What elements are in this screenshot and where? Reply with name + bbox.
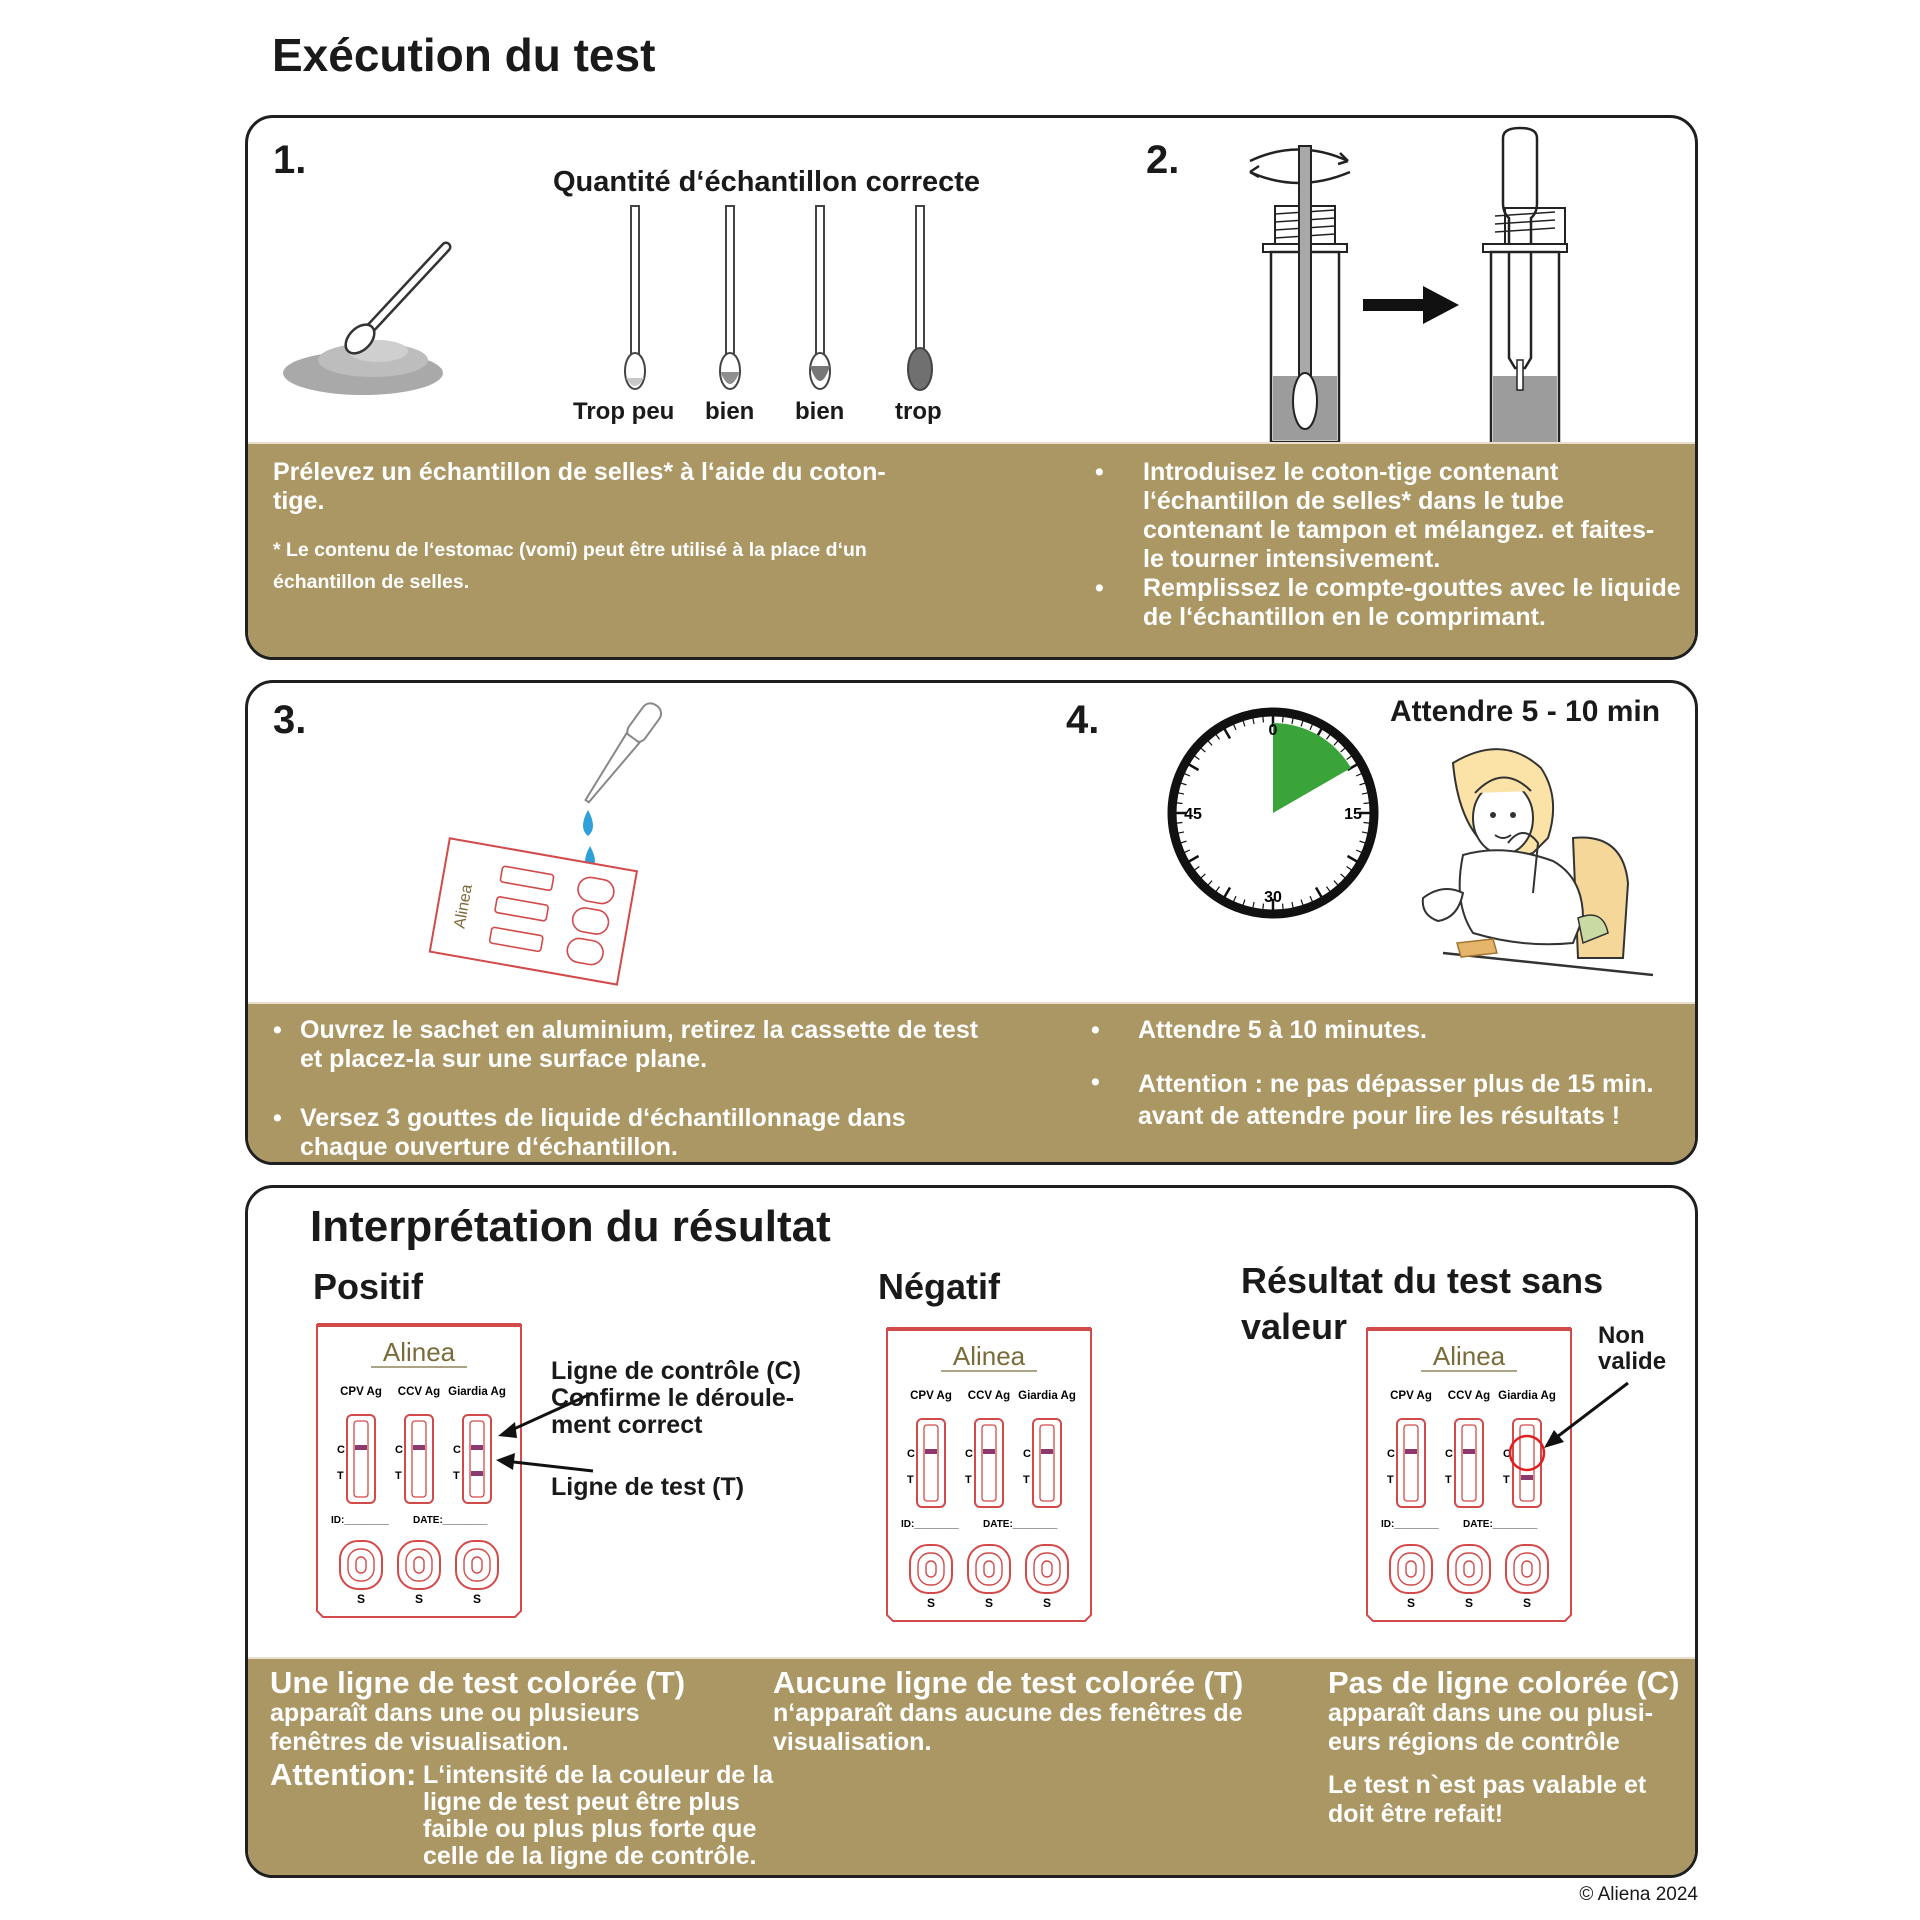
clock-mark-45: 45 xyxy=(1184,806,1202,823)
s-marker: S xyxy=(472,1592,482,1606)
swab-label-4: trop xyxy=(895,398,942,425)
sample-well-hole xyxy=(1522,1561,1532,1577)
step-1-number: 1. xyxy=(273,138,307,182)
clock-tick xyxy=(1283,904,1284,910)
negative-text-body: n‘apparaît dans aucune des fenêtres de visualisation. xyxy=(773,1699,1243,1756)
swab-too-little xyxy=(620,206,650,396)
sample-well-hole xyxy=(1042,1561,1052,1577)
c-marker: C xyxy=(1023,1448,1031,1460)
s-marker: S xyxy=(1406,1596,1416,1610)
swab-label-1: Trop peu xyxy=(573,398,675,425)
cassette-brand: Alinea xyxy=(382,1337,456,1367)
sample-well-hole xyxy=(926,1561,936,1577)
s-marker: S xyxy=(414,1592,424,1606)
c-marker: C xyxy=(1445,1448,1453,1460)
page-title: Exécution du test xyxy=(272,29,656,81)
positive-text-body: apparaît dans une ou plusieurs fenêtres de visualisation. xyxy=(270,1699,640,1756)
t-marker: T xyxy=(1023,1474,1030,1486)
clock-mark-30: 30 xyxy=(1264,889,1282,906)
result-strip xyxy=(412,1421,426,1497)
id-field: ID:________ xyxy=(1381,1519,1439,1530)
svg-text:Alinea: Alinea xyxy=(451,883,476,930)
channel-label: CPV Ag xyxy=(910,1390,952,1402)
clock-mark-0: 0 xyxy=(1268,722,1278,739)
result-strip xyxy=(1404,1425,1418,1501)
clock-tick xyxy=(1364,823,1370,824)
step-2-number: 2. xyxy=(1146,138,1180,182)
negative-text-head: Aucune ligne de test colorée (T) xyxy=(773,1665,1244,1700)
step-4-heading: Attendre 5 - 10 min xyxy=(1390,695,1661,728)
sample-well-hole xyxy=(414,1557,424,1573)
step-2-bullet-1: Introduisez le coton-tige contenant l‘échantillon de selles* dans le tube contenant le tampon et mélangez. et faites-le tourner intensivement. xyxy=(1143,458,1655,573)
callout-invalid: Non valide xyxy=(1598,1322,1667,1375)
control-line xyxy=(925,1449,937,1454)
step-4-bullet-2: Attention : ne pas dépasser plus de 15 min. avant de attendre pour lire les résultats ! xyxy=(1138,1070,1654,1130)
step-4-bullet-1: Attendre 5 à 10 minutes. xyxy=(1138,1016,1427,1044)
waiting-person-illustration xyxy=(1413,743,1663,968)
s-marker: S xyxy=(1042,1596,1052,1610)
control-line xyxy=(1405,1449,1417,1454)
id-field: ID:________ xyxy=(331,1515,389,1526)
channel-label: Giardia Ag xyxy=(448,1386,506,1398)
cassette-brand: Alinea xyxy=(952,1341,1026,1371)
invalid-label: Résultat du test sans valeur xyxy=(1241,1260,1604,1347)
result-strip xyxy=(982,1425,996,1501)
s-marker: S xyxy=(1464,1596,1474,1610)
test-line xyxy=(1521,1475,1533,1480)
bullet-icon: • xyxy=(1095,574,1104,602)
positive-attention-text: L‘intensité de la couleur de la ligne de test peut être plus faible ou plus plus forte que celle de la ligne de contrôle. xyxy=(423,1761,774,1870)
positive-text-head: Une ligne de test colorée (T) xyxy=(270,1665,686,1700)
channel-label: Giardia Ag xyxy=(1498,1390,1556,1402)
t-marker: T xyxy=(337,1470,344,1482)
timer-clock-icon xyxy=(1163,703,1383,923)
cassette-brand: Alinea xyxy=(1432,1341,1506,1371)
control-line xyxy=(413,1445,425,1450)
s-marker: S xyxy=(1522,1596,1532,1610)
bullet-icon: • xyxy=(273,1016,282,1044)
sample-well-hole xyxy=(356,1557,366,1573)
control-line xyxy=(355,1445,367,1450)
t-marker: T xyxy=(907,1474,914,1486)
positive-attention-label: Attention: xyxy=(270,1757,417,1792)
callout-test-line: Ligne de test (T) xyxy=(551,1473,745,1501)
panel-steps-1-2 xyxy=(245,115,1698,660)
step-1-note: * Le contenu de l‘estomac (vomi) peut être utilisé à la place d‘un échantillon de selles. xyxy=(273,539,867,593)
tube-with-dropper xyxy=(1473,128,1593,458)
sample-well-hole xyxy=(1406,1561,1416,1577)
negative-label: Négatif xyxy=(878,1266,1001,1307)
c-marker: C xyxy=(1387,1448,1395,1460)
interpretation-text-band xyxy=(248,1657,1695,1875)
interpretation-title: Interprétation du résultat xyxy=(310,1202,831,1251)
invalid-text-body: apparaît dans une ou plusi-eurs régions de contrôle xyxy=(1328,1699,1654,1756)
step-3-bullet-2: Versez 3 gouttes de liquide d‘échantillonnage dans chaque ouverture d‘échantillon. xyxy=(300,1104,906,1161)
c-marker: C xyxy=(1503,1448,1511,1460)
result-strip xyxy=(1040,1425,1054,1501)
right-arrow-icon xyxy=(1363,286,1463,326)
result-strip xyxy=(354,1421,368,1497)
channel-label: CCV Ag xyxy=(397,1386,441,1398)
clock-tick xyxy=(1364,803,1370,804)
callout-control-line: Ligne de contrôle (C) Confirme le déroule-ment correct xyxy=(551,1357,801,1439)
step-3-4-text-band xyxy=(248,1002,1695,1162)
bullet-icon: • xyxy=(1091,1016,1100,1044)
sample-well-hole xyxy=(1464,1561,1474,1577)
control-line xyxy=(1041,1449,1053,1454)
control-line xyxy=(1463,1449,1475,1454)
step-4-number: 4. xyxy=(1066,698,1100,742)
date-field: DATE:________ xyxy=(1463,1519,1538,1530)
step-1-instruction: Prélevez un échantillon de selles* à l‘aide du coton-tige. xyxy=(273,458,886,515)
id-field: ID:________ xyxy=(901,1519,959,1530)
bullet-icon: • xyxy=(273,1104,282,1132)
date-field: DATE:________ xyxy=(413,1515,488,1526)
result-strip xyxy=(924,1425,938,1501)
s-marker: S xyxy=(356,1592,366,1606)
sample-well-hole xyxy=(472,1557,482,1573)
step-1-heading: Quantité d‘échantillon correcte xyxy=(553,166,981,198)
tube-with-swab xyxy=(1238,146,1378,466)
channel-label: CCV Ag xyxy=(967,1390,1011,1402)
s-marker: S xyxy=(926,1596,936,1610)
channel-label: CPV Ag xyxy=(1390,1390,1432,1402)
t-marker: T xyxy=(1445,1474,1452,1486)
result-strip xyxy=(470,1421,484,1497)
control-line xyxy=(983,1449,995,1454)
clock-mark-15: 15 xyxy=(1344,806,1362,823)
swab-label-3: bien xyxy=(795,398,845,425)
bullet-icon: • xyxy=(1095,458,1104,486)
copyright: © Aliena 2024 xyxy=(1579,1884,1698,1905)
c-marker: C xyxy=(965,1448,973,1460)
channel-label: Giardia Ag xyxy=(1018,1390,1076,1402)
result-strip xyxy=(1462,1425,1476,1501)
sample-well-hole xyxy=(984,1561,994,1577)
channel-label: CCV Ag xyxy=(1447,1390,1491,1402)
swab-good-2 xyxy=(805,206,835,396)
step-2-bullet-2: Remplissez le compte-gouttes avec le liquide de l‘échantillon en le comprimant. xyxy=(1143,574,1681,631)
test-line xyxy=(471,1471,483,1476)
s-marker: S xyxy=(984,1596,994,1610)
control-line xyxy=(471,1445,483,1450)
channel-label: CPV Ag xyxy=(340,1386,382,1398)
panel-interpretation xyxy=(245,1185,1698,1878)
drop-icon xyxy=(578,810,598,840)
clock-tick xyxy=(1263,717,1264,723)
swab-good-1 xyxy=(715,206,745,396)
step-1-2-text-band xyxy=(248,442,1695,657)
clock-tick xyxy=(1177,823,1183,824)
swab-too-much xyxy=(903,206,937,396)
swab-label-2: bien xyxy=(705,398,755,425)
panel-steps-3-4 xyxy=(245,680,1698,1165)
t-marker: T xyxy=(1503,1474,1510,1486)
c-marker: C xyxy=(453,1444,461,1456)
callout-arrow-invalid xyxy=(1538,1378,1638,1458)
c-marker: C xyxy=(907,1448,915,1460)
positive-label: Positif xyxy=(313,1266,424,1307)
stool-swab-illustration xyxy=(278,223,498,403)
invalid-text-head: Pas de ligne colorée (C) xyxy=(1328,1665,1680,1700)
t-marker: T xyxy=(395,1470,402,1482)
step-3-bullet-1: Ouvrez le sachet en aluminium, retirez la cassette de test et placez-la sur une surface plane. xyxy=(300,1016,979,1073)
date-field: DATE:________ xyxy=(983,1519,1058,1530)
t-marker: T xyxy=(453,1470,460,1482)
bullet-icon: • xyxy=(1091,1068,1100,1096)
cassette-negative xyxy=(883,1325,1095,1630)
clock-tick xyxy=(1177,803,1183,804)
step-3-number: 3. xyxy=(273,698,307,742)
tilted-test-cassette xyxy=(423,838,633,988)
cassette-invalid xyxy=(1363,1325,1575,1630)
c-marker: C xyxy=(337,1444,345,1456)
t-marker: T xyxy=(965,1474,972,1486)
c-marker: C xyxy=(395,1444,403,1456)
t-marker: T xyxy=(1387,1474,1394,1486)
invalid-text-body-2: Le test n`est pas valable et doit être refait! xyxy=(1328,1771,1647,1828)
clock-tick xyxy=(1283,717,1284,723)
